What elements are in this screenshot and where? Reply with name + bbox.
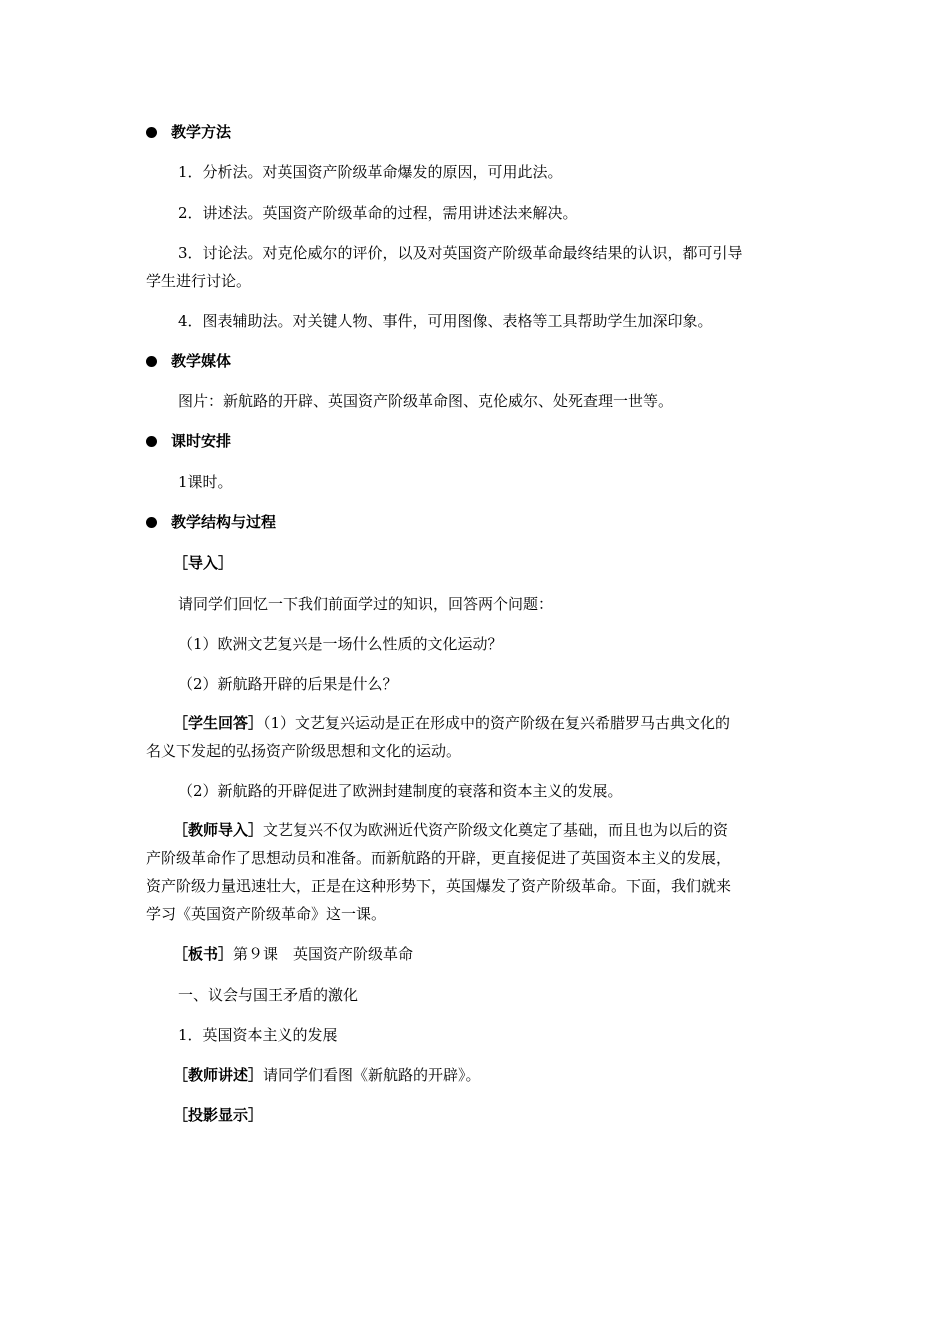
- projection-label: ［投影显示］: [173, 1106, 264, 1124]
- part-1-1-heading: 1．英国资本主义的发展: [178, 1026, 338, 1044]
- part-1-heading: 一、议会与国王矛盾的激化: [178, 986, 359, 1004]
- bullet-icon: [146, 356, 157, 367]
- teacher-intro-line2: 产阶级革命作了思想动员和准备。而新航路的开辟，更直接促进了英国资本主义的发展，: [146, 849, 732, 867]
- student-answer-line1: ［学生回答］（1）文艺复兴运动是正在形成中的资产阶级在复兴希腊罗马古典文化的: [173, 714, 731, 732]
- media-text: 图片：新航路的开辟、英国资产阶级革命图、克伦威尔、处死查理一世等。: [178, 392, 674, 410]
- section-heading-structure: 教学结构与过程: [146, 512, 276, 532]
- bullet-icon: [146, 436, 157, 447]
- method-item-1: 1．分析法。对英国资产阶级革命爆发的原因，可用此法。: [178, 163, 563, 181]
- method-item-3-cont: 学生进行讨论。: [146, 272, 252, 290]
- teacher-intro-line1: ［教师导入］文艺复兴不仅为欧洲近代资产阶级文化奠定了基础，而且也为以后的资: [173, 821, 729, 839]
- student-answer-line2: 名义下发起的弘扬资产阶级思想和文化的运动。: [146, 742, 462, 760]
- intro-label: ［导入］: [173, 554, 234, 572]
- bullet-icon: [146, 127, 157, 138]
- teacher-intro-line4: 学习《英国资产阶级革命》这一课。: [146, 905, 387, 923]
- student-answer-2: （2）新航路的开辟促进了欧洲封建制度的衰落和资本主义的发展。: [178, 782, 623, 800]
- bullet-icon: [146, 517, 157, 528]
- teacher-talk-line: ［教师讲述］请同学们看图《新航路的开辟》。: [173, 1066, 481, 1084]
- question-2: （2）新航路开辟的后果是什么？: [178, 675, 398, 693]
- method-item-4: 4．图表辅助法。对关键人物、事件，可用图像、表格等工具帮助学生加深印象。: [178, 312, 713, 330]
- schedule-text: 1课时。: [178, 473, 233, 491]
- teacher-intro-line3: 资产阶级力量迅速壮大，正是在这种形势下，英国爆发了资产阶级革命。下面，我们就来: [146, 877, 732, 895]
- section-heading-methods: 教学方法: [146, 122, 231, 142]
- section-heading-media: 教学媒体: [146, 351, 231, 371]
- section-heading-schedule: 课时安排: [146, 431, 231, 451]
- board-line: ［板书］第９课 英国资产阶级革命: [173, 945, 414, 963]
- question-1: （1）欧洲文艺复兴是一场什么性质的文化运动？: [178, 635, 503, 653]
- intro-text: 请同学们回忆一下我们前面学过的知识，回答两个问题：: [178, 595, 554, 613]
- method-item-2: 2．讲述法。英国资产阶级革命的过程，需用讲述法来解决。: [178, 204, 578, 222]
- method-item-3: 3．讨论法。对克伦威尔的评价，以及对英国资产阶级革命最终结果的认识，都可引导: [178, 244, 743, 262]
